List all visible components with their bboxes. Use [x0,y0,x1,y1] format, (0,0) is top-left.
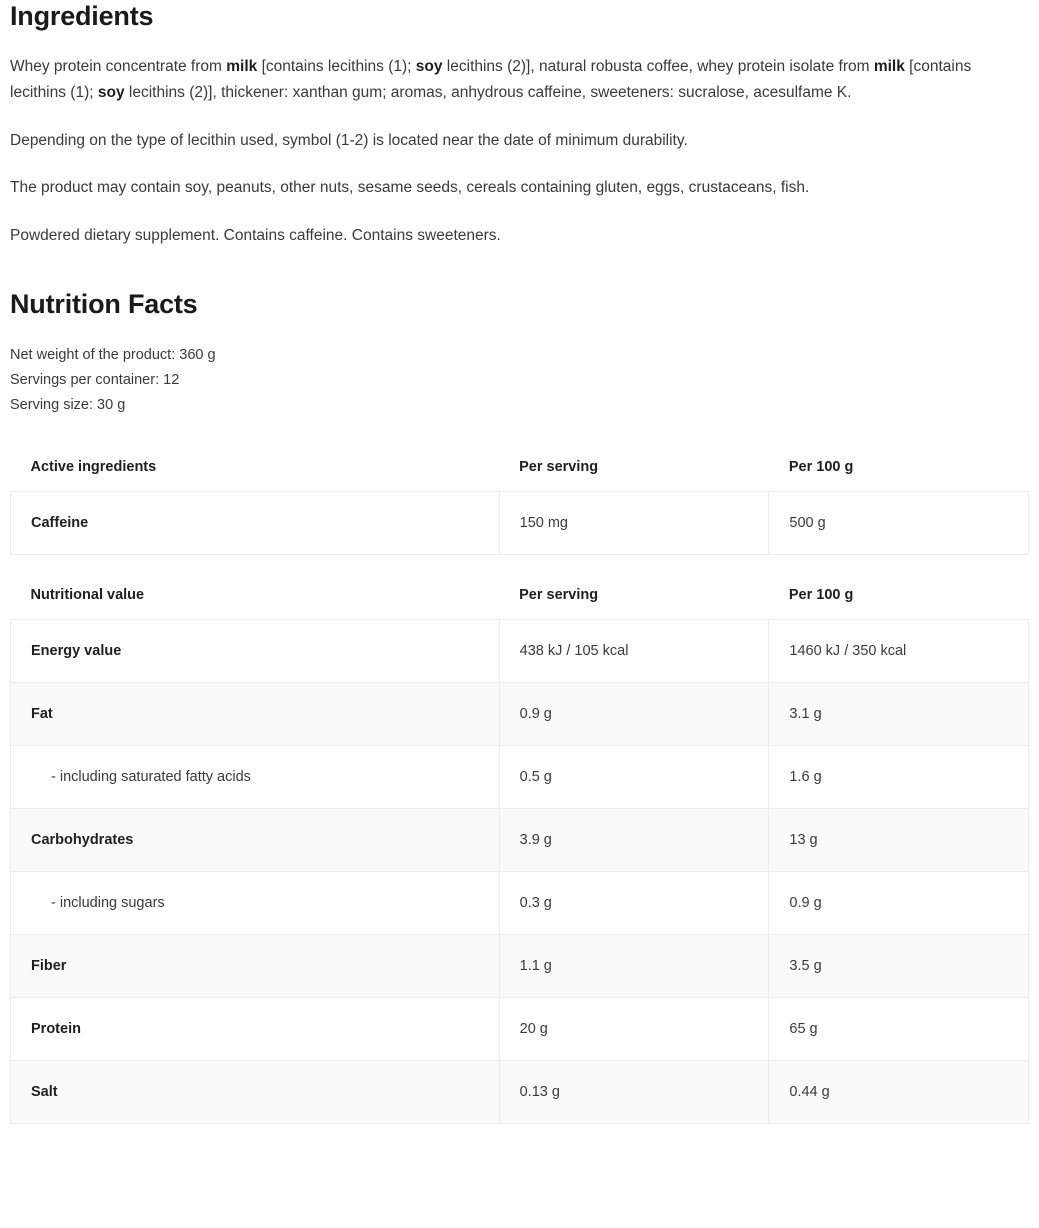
table-header-row [11,573,1029,620]
column-header-per-100g: Per 100 g [769,573,1029,620]
row-label: Protein [11,997,500,1060]
row-per-100g: 0.9 g [769,871,1029,934]
row-per-100g: 65 g [769,997,1029,1060]
allergen-emphasis: milk [226,58,258,76]
row-label: Carbohydrates [11,808,500,871]
row-label: Salt [11,1060,500,1123]
ingredients-heading: Ingredients [10,1,154,31]
table-divider [10,555,1029,573]
row-per-100g: 3.1 g [769,682,1029,745]
row-label: - including sugars [11,871,500,934]
row-per-serving: 0.3 g [499,871,769,934]
table-row [11,745,1029,808]
table-row [11,491,1029,554]
row-per-100g: 0.44 g [769,1060,1029,1123]
row-per-serving: 150 mg [499,491,769,554]
row-label: Fat [11,682,500,745]
row-per-100g: 500 g [769,491,1029,554]
column-header-per-serving: Per serving [499,573,769,620]
column-header-per-serving: Per serving [499,445,769,492]
row-label: Fiber [11,934,500,997]
nutritional-value-table [10,573,1029,1124]
ingredients-paragraph: Depending on the type of lecithin used, symbol (1-2) is located near the date of minimum durability. [10,131,688,149]
serving-info [10,343,1029,419]
ingredients-paragraph: The product may contain soy, peanuts, other nuts, sesame seeds, cereals containing gluten, eggs, crustaceans, fish. [10,179,810,197]
ingredients-paragraphs [10,54,1029,248]
table-row [11,871,1029,934]
table-header-row [11,445,1029,492]
row-per-serving: 3.9 g [499,808,769,871]
row-label: - including saturated fatty acids [11,745,500,808]
row-label: Energy value [11,619,500,682]
ingredients-paragraph: Whey protein concentrate from milk [contains lecithins (1); soy lecithins (2)], natural robusta coffee, whey protein isolate from milk [contains lecithins (1); soy lecithins (2)], thickener: xanthan gum; aromas, anhydrous caffeine, sweeteners: sucralose, acesulfame K. [10,58,972,101]
allergen-emphasis: milk [873,58,905,76]
table-row [11,997,1029,1060]
row-label: Caffeine [11,491,500,554]
row-per-serving: 20 g [499,997,769,1060]
row-per-100g: 13 g [769,808,1029,871]
active-ingredients-table [10,445,1029,555]
row-per-serving: 0.13 g [499,1060,769,1123]
allergen-emphasis: soy [415,58,443,76]
column-header-nutritional-value: Nutritional value [11,573,500,620]
net-weight-text: Net weight of the product: 360 g [10,346,216,363]
servings-per-container-text: Servings per container: 12 [10,371,180,388]
row-per-serving: 438 kJ / 105 kcal [499,619,769,682]
row-per-100g: 3.5 g [769,934,1029,997]
row-per-serving: 0.9 g [499,682,769,745]
nutrition-facts-heading: Nutrition Facts [10,289,198,320]
allergen-emphasis: soy [97,83,125,101]
row-per-serving: 0.5 g [499,745,769,808]
column-header-active-ingredients: Active ingredients [11,445,500,492]
row-per-serving: 1.1 g [499,934,769,997]
serving-size-text: Serving size: 30 g [10,397,126,414]
row-per-100g: 1460 kJ / 350 kcal [769,619,1029,682]
row-per-100g: 1.6 g [769,745,1029,808]
table-row [11,619,1029,682]
table-row [11,1060,1029,1123]
table-row [11,682,1029,745]
column-header-per-100g: Per 100 g [769,445,1029,492]
table-row [11,934,1029,997]
ingredients-paragraph: Powdered dietary supplement. Contains caffeine. Contains sweeteners. [10,226,501,244]
table-row [11,808,1029,871]
